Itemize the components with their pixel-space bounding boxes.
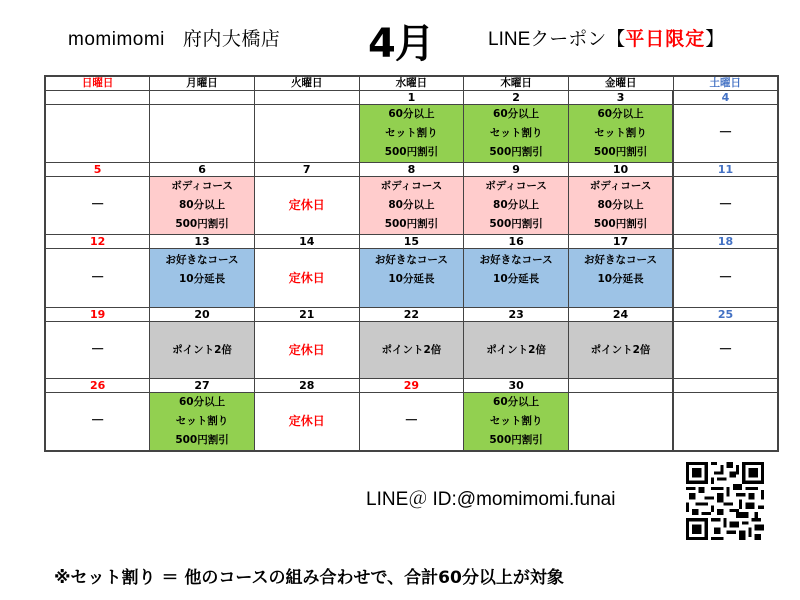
- date-number: 24: [568, 308, 673, 322]
- coupon-line: 60分以上: [388, 108, 435, 120]
- coupon-cell: [673, 177, 778, 235]
- coupon-cell: [359, 177, 464, 235]
- date-number: 20: [150, 308, 255, 322]
- date-number: 16: [464, 235, 569, 249]
- date-number: 5: [45, 163, 150, 177]
- coupon-line: ポイント2倍: [172, 343, 232, 356]
- coupon-line: 500円割引: [489, 434, 543, 446]
- coupon-cell: [464, 177, 569, 235]
- content-row: [45, 177, 778, 235]
- shop-title: [68, 24, 280, 51]
- coupon-cell: [150, 322, 255, 379]
- coupon-calendar: [44, 75, 779, 452]
- date-number: 2: [464, 91, 569, 105]
- date-number: 29: [359, 379, 464, 393]
- coupon-prefix: LINEクーポン【: [488, 29, 626, 50]
- coupon-cell: [359, 105, 464, 163]
- date-row: [45, 379, 778, 393]
- no-coupon-dash: －: [718, 125, 733, 141]
- weekday-header-row: [45, 76, 778, 91]
- weekday-saturday: 土曜日: [673, 76, 778, 91]
- coupon-title: [488, 24, 724, 51]
- no-coupon-dash: －: [718, 269, 733, 286]
- date-number: 19: [45, 308, 150, 322]
- date-number: [45, 91, 150, 105]
- coupon-cell: [568, 105, 673, 163]
- date-number: 21: [254, 308, 359, 322]
- date-number: [254, 91, 359, 105]
- coupon-line: 60分以上: [493, 108, 540, 120]
- coupon-line: 500円割引: [593, 218, 648, 230]
- coupon-line: 10分延長: [388, 273, 435, 285]
- content-row: [45, 393, 778, 452]
- closed-day-cell: [254, 322, 359, 379]
- qr-code-icon: [683, 462, 767, 540]
- date-number: 25: [673, 308, 778, 322]
- no-coupon-dash: －: [90, 269, 105, 286]
- weekday-tuesday: 火曜日: [254, 76, 359, 91]
- coupon-cell: [568, 249, 673, 308]
- coupon-line: 10分延長: [178, 273, 226, 285]
- no-coupon-dash: －: [718, 341, 733, 358]
- date-number: 9: [464, 163, 569, 177]
- date-number: 27: [150, 379, 255, 393]
- coupon-cell: [45, 322, 150, 379]
- coupon-line: 80分以上: [597, 199, 644, 211]
- coupon-line: 500円割引: [489, 218, 543, 230]
- date-number: 11: [673, 163, 778, 177]
- weekday-friday: 金曜日: [568, 76, 673, 91]
- coupon-line: 定休日: [288, 270, 325, 285]
- coupon-cell: [568, 322, 673, 379]
- coupon-line: セット割り: [489, 415, 543, 427]
- weekday-sunday: 日曜日: [45, 76, 150, 91]
- date-row: [45, 308, 778, 322]
- coupon-line: 500円割引: [593, 146, 648, 158]
- date-number: [673, 379, 778, 393]
- coupon-line: 定休日: [288, 198, 325, 212]
- empty-cell: [150, 105, 255, 163]
- date-number: 4: [673, 91, 778, 105]
- coupon-line: お好きなコース: [584, 254, 658, 266]
- coupon-cell: [464, 393, 569, 452]
- coupon-cell: [45, 177, 150, 235]
- month-label: 4月: [368, 21, 434, 67]
- content-row: [45, 249, 778, 308]
- coupon-line: 500円割引: [175, 218, 229, 230]
- no-coupon-dash: －: [718, 197, 733, 213]
- coupon-line: ポイント2倍: [590, 343, 651, 356]
- coupon-cell: [150, 177, 255, 235]
- coupon-cell: [568, 177, 673, 235]
- line-id-text: LINE＠ ID:@momimomi.funai: [366, 489, 616, 510]
- no-coupon-dash: －: [404, 413, 419, 429]
- closed-day-cell: [254, 249, 359, 308]
- date-number: 30: [464, 379, 569, 393]
- coupon-line: ボディコース: [485, 180, 547, 192]
- coupon-line: 500円割引: [384, 146, 439, 158]
- date-number: 8: [359, 163, 464, 177]
- date-number: 7: [254, 163, 359, 177]
- no-coupon-dash: －: [90, 341, 105, 358]
- no-coupon-dash: －: [90, 197, 105, 213]
- coupon-line: お好きなコース: [479, 254, 553, 266]
- coupon-line: 80分以上: [493, 199, 540, 211]
- coupon-line: セット割り: [594, 127, 647, 139]
- coupon-line: ボディコース: [380, 180, 443, 192]
- coupon-cell: [464, 249, 569, 308]
- content-row: [45, 105, 778, 163]
- date-number: [568, 379, 673, 393]
- coupon-cell: [359, 322, 464, 379]
- footnote: ※セット割り ＝ 他のコースの組み合わせで、合計60分以上が対象: [54, 568, 564, 588]
- date-number: 3: [568, 91, 673, 105]
- date-number: 1: [359, 91, 464, 105]
- coupon-cell: [359, 393, 464, 452]
- weekday-thursday: 木曜日: [464, 76, 569, 91]
- coupon-cell: [673, 249, 778, 308]
- coupon-line: 定休日: [288, 342, 325, 357]
- coupon-line: 60分以上: [178, 396, 226, 408]
- date-number: 26: [45, 379, 150, 393]
- weekday-monday: 月曜日: [150, 76, 255, 91]
- date-row: [45, 163, 778, 177]
- content-row: [45, 322, 778, 379]
- date-number: 6: [150, 163, 255, 177]
- date-row: [45, 235, 778, 249]
- no-coupon-dash: －: [90, 413, 105, 429]
- coupon-line: ポイント2倍: [381, 343, 442, 356]
- date-number: 22: [359, 308, 464, 322]
- coupon-line: ポイント2倍: [486, 343, 546, 356]
- empty-cell: [45, 105, 150, 163]
- coupon-line: 10分延長: [493, 273, 540, 285]
- coupon-cell: [673, 105, 778, 163]
- coupon-cell: [45, 393, 150, 452]
- date-number: 12: [45, 235, 150, 249]
- shop-name: momimomi: [68, 29, 165, 50]
- coupon-line: 80分以上: [178, 199, 226, 211]
- coupon-line: お好きなコース: [374, 254, 448, 266]
- date-number: 14: [254, 235, 359, 249]
- coupon-cell: [464, 322, 569, 379]
- empty-cell: [254, 105, 359, 163]
- coupon-line: セット割り: [385, 127, 438, 139]
- weekday-wednesday: 水曜日: [359, 76, 464, 91]
- coupon-line: セット割り: [489, 127, 543, 139]
- coupon-suffix: 】: [705, 28, 725, 50]
- coupon-line: ボディコース: [171, 180, 233, 192]
- coupon-line: 60分以上: [493, 396, 540, 408]
- empty-cell: [673, 393, 778, 452]
- date-number: 15: [359, 235, 464, 249]
- store-name: 府内大橋店: [182, 28, 281, 50]
- coupon-line: 10分延長: [597, 273, 644, 285]
- closed-day-cell: [254, 393, 359, 452]
- coupon-line: 定休日: [288, 414, 325, 428]
- title-bar: [0, 0, 800, 72]
- closed-day-cell: [254, 177, 359, 235]
- coupon-cell: [45, 249, 150, 308]
- coupon-cell: [150, 393, 255, 452]
- coupon-line: 500円割引: [489, 146, 543, 158]
- date-number: 17: [568, 235, 673, 249]
- coupon-cell: [464, 105, 569, 163]
- coupon-line: 500円割引: [384, 218, 439, 230]
- coupon-limited: 平日限定: [625, 28, 706, 50]
- coupon-line: ボディコース: [589, 180, 652, 192]
- date-number: 13: [150, 235, 255, 249]
- date-number: 18: [673, 235, 778, 249]
- coupon-line: 80分以上: [388, 199, 435, 211]
- date-number: 10: [568, 163, 673, 177]
- date-row: [45, 91, 778, 105]
- coupon-line: セット割り: [175, 415, 229, 427]
- date-number: [150, 91, 255, 105]
- coupon-cell: [359, 249, 464, 308]
- date-number: 23: [464, 308, 569, 322]
- date-number: 28: [254, 379, 359, 393]
- coupon-cell: [673, 322, 778, 379]
- coupon-line: 60分以上: [597, 108, 644, 120]
- coupon-line: 500円割引: [175, 434, 229, 446]
- empty-cell: [568, 393, 673, 452]
- coupon-line: お好きなコース: [165, 254, 239, 266]
- coupon-cell: [150, 249, 255, 308]
